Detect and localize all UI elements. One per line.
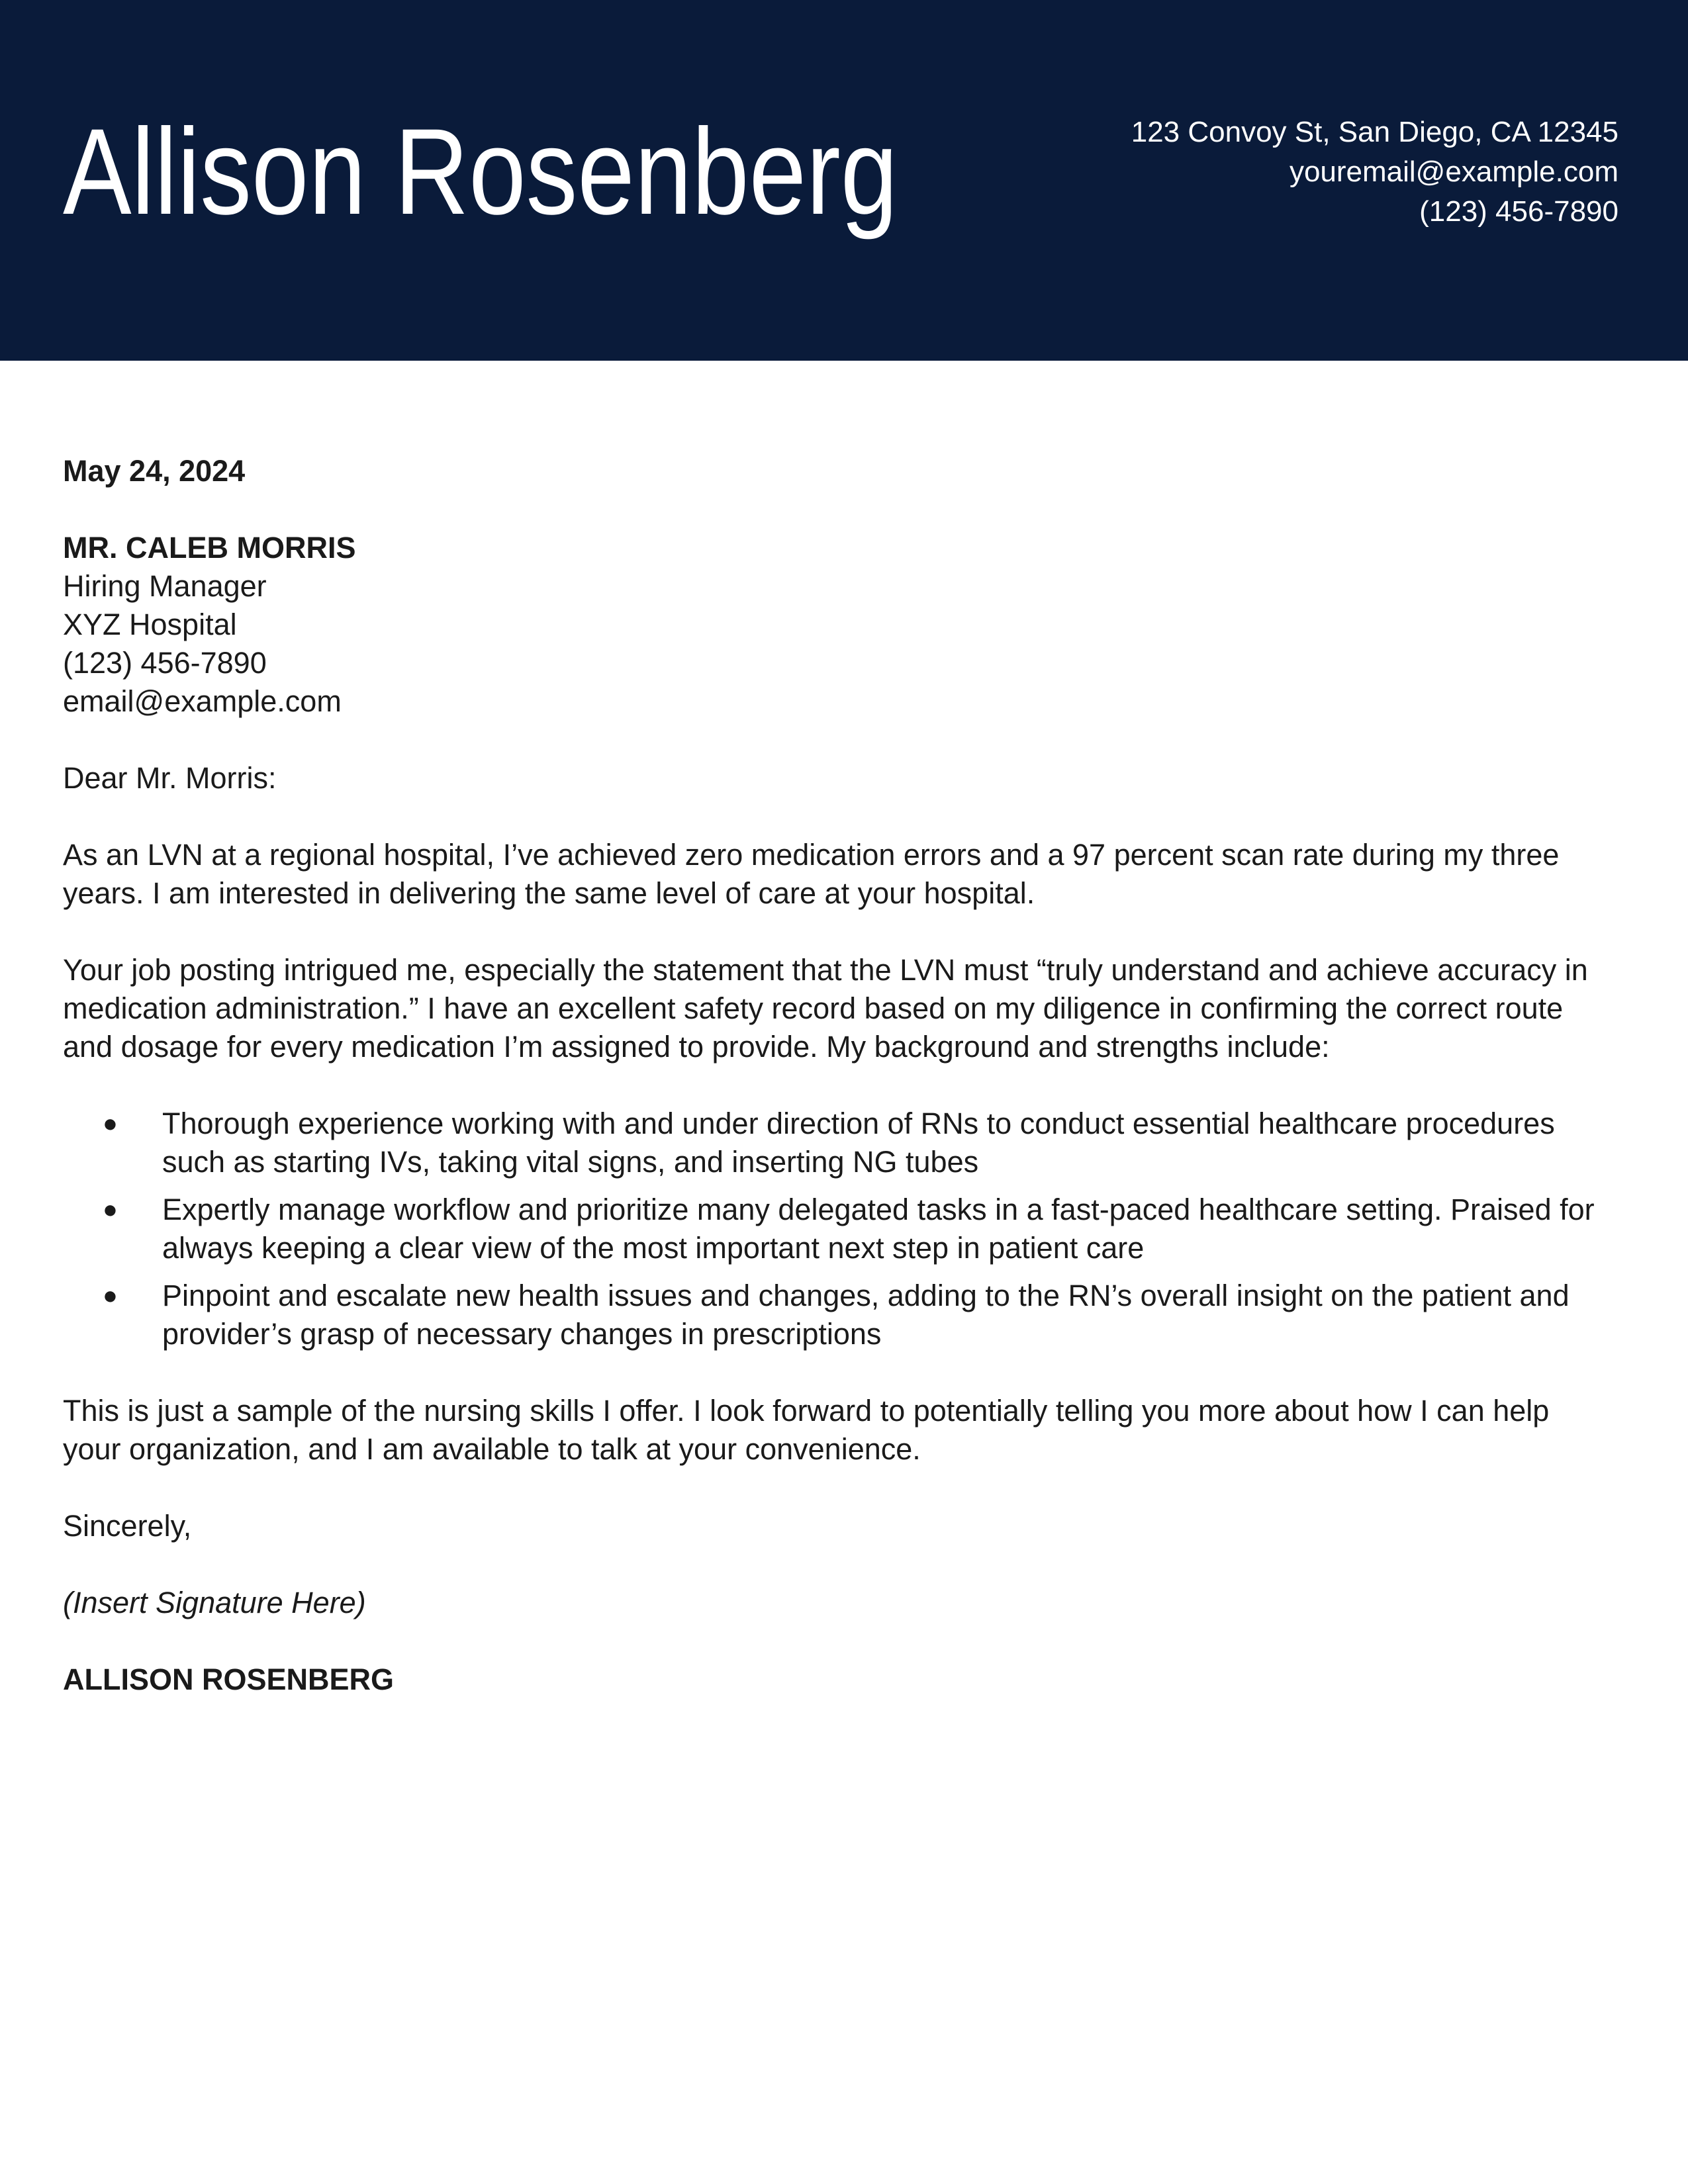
paragraph-job-posting: Your job posting intrigued me, especially the statement that the LVN must “truly understand and achieve accuracy in medication administration.” I have an excellent safety record based on my diligence in confirming the correct route and dosage for every medication I’m assigned to provide. My background and strengths include: <box>63 953 1588 1064</box>
recipient-name: MR. CALEB MORRIS <box>63 531 356 565</box>
recipient-organization: XYZ Hospital <box>63 608 237 641</box>
signoff: Sincerely, <box>63 1509 192 1543</box>
salutation: Dear Mr. Morris: <box>63 761 277 795</box>
recipient-title: Hiring Manager <box>63 569 267 603</box>
bullet-text: Expertly manage workflow and prioritize many delegated tasks in a fast-paced healthcare setting. Praised for always keeping a clear view of the most important next step in patient care <box>162 1193 1595 1265</box>
recipient-block <box>63 529 1605 721</box>
signature-name: ALLISON ROSENBERG <box>63 1662 395 1696</box>
bullet-icon: ● <box>103 1282 118 1310</box>
letter-body <box>0 361 1688 1699</box>
paragraph-intro: As an LVN at a regional hospital, I’ve achieved zero medication errors and a 97 percent scan rate during my three years. I am interested in delivering the same level of care at your hospital. <box>63 838 1560 910</box>
letter-header <box>0 0 1688 361</box>
bullet-icon: ● <box>103 1110 118 1138</box>
recipient-phone: (123) 456-7890 <box>63 646 267 680</box>
list-item <box>63 1277 1605 1353</box>
list-item <box>63 1105 1605 1181</box>
letter-date: May 24, 2024 <box>63 454 246 488</box>
skills-list <box>63 1105 1605 1353</box>
contact-phone: (123) 456-7890 <box>1419 195 1618 228</box>
contact-address: 123 Convoy St, San Diego, CA 12345 <box>1131 116 1618 148</box>
closing-paragraph: This is just a sample of the nursing skills I offer. I look forward to potentially telling you more about how I can help your organization, and I am available to talk at your convenience. <box>63 1394 1550 1466</box>
bullet-text: Pinpoint and escalate new health issues and changes, adding to the RN’s overall insight on the patient and provider’s grasp of necessary changes in prescriptions <box>162 1279 1570 1351</box>
recipient-email: email@example.com <box>63 684 342 718</box>
contact-email: youremail@example.com <box>1289 156 1618 188</box>
list-item <box>63 1191 1605 1267</box>
bullet-text: Thorough experience working with and under direction of RNs to conduct essential healthcare procedures such as starting IVs, taking vital signs, and inserting NG tubes <box>162 1107 1555 1179</box>
applicant-name: Allison Rosenberg <box>63 103 898 240</box>
contact-info <box>1131 113 1618 232</box>
bullet-icon: ● <box>103 1196 118 1224</box>
signature-placeholder: (Insert Signature Here) <box>63 1586 366 1619</box>
